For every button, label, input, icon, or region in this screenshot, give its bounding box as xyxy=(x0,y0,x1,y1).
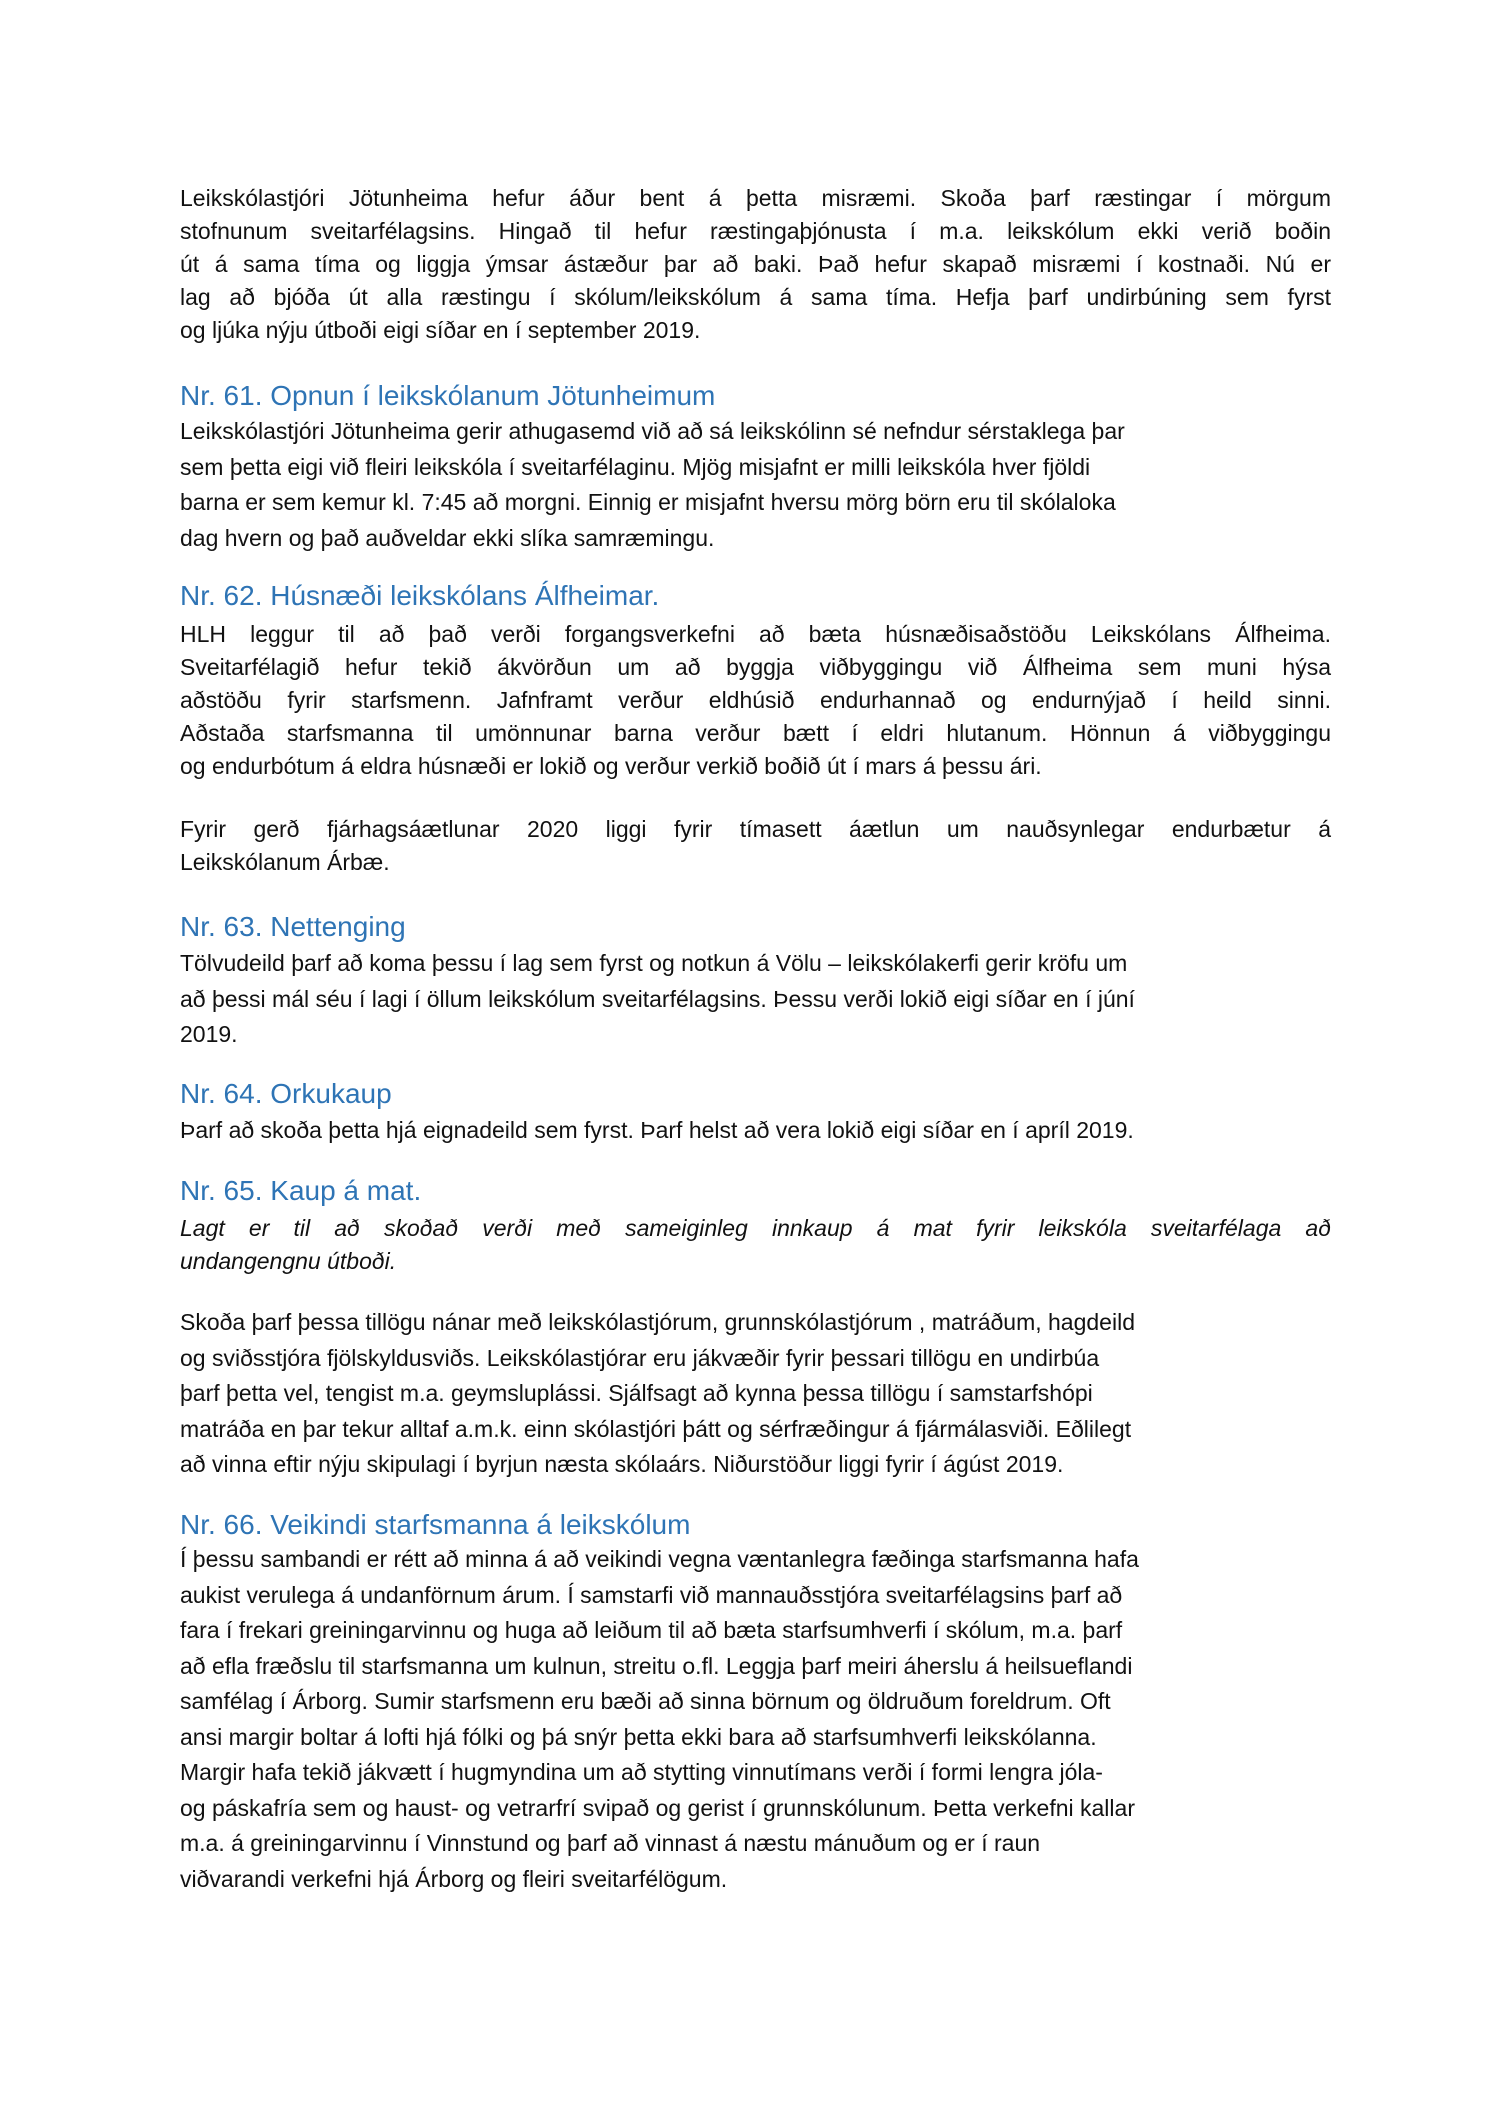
text-line: ansi margir boltar á lofti hjá fólki og þá snýr þetta ekki bara að starfsumhverfi leikskólanna. xyxy=(180,1723,1097,1750)
text-line: lag að bjóða út alla ræstingu í skólum/leikskólum á sama tíma. Hefja þarf undirbúning sem fyrst xyxy=(180,284,1331,310)
text-line: dag hvern og það auðveldar ekki slíka samræmingu. xyxy=(180,524,715,551)
text-line: Fyrir gerð fjárhagsáætlunar 2020 liggi fyrir tímasett áætlun um nauðsynlegar endurbætur á xyxy=(180,816,1331,842)
text-line: Aðstaða starfsmanna til umönnunar barna verður bætt í eldri hlutanum. Hönnun á viðbyggingu xyxy=(180,720,1331,746)
text-line: þarf þetta vel, tengist m.a. geymsluplássi. Sjálfsagt að kynna þessa tillögu í samstarfshópi xyxy=(180,1380,1093,1406)
text-line: stofnunum sveitarfélagsins. Hingað til hefur ræstingaþjónusta í m.a. leikskólum ekki verið boðin xyxy=(180,218,1331,244)
paragraph-nr-65-response xyxy=(180,1305,1331,1483)
text-line: út á sama tíma og liggja ýmsar ástæður þar að baki. Það hefur skapað misræmi í kostnaði. Nú er xyxy=(180,251,1331,277)
text-line: og ljúka nýju útboði eigi síðar en í september 2019. xyxy=(180,317,701,343)
text-line: og endurbótum á eldra húsnæði er lokið og verður verkið boðið út í mars á þessu ári. xyxy=(180,753,1042,779)
text-line: Sveitarfélagið hefur tekið ákvörðun um að byggja viðbyggingu við Álfheima sem muni hýsa xyxy=(180,654,1331,680)
heading-nr-63: Nr. 63. Nettenging xyxy=(180,911,406,942)
text-line: undangengnu útboði. xyxy=(180,1247,397,1274)
heading-nr-61: Nr. 61. Opnun í leikskólanum Jötunheimum xyxy=(180,380,716,411)
text-line: viðvarandi verkefni hjá Árborg og fleiri sveitarfélögum. xyxy=(180,1865,728,1892)
text-line: samfélag í Árborg. Sumir starfsmenn eru bæði að sinna börnum og öldruðum foreldrum. Oft xyxy=(180,1688,1111,1714)
paragraph-nr-63 xyxy=(180,946,1331,1053)
text-line: Leikskólastjóri Jötunheima gerir athugasemd við að sá leikskólinn sé nefndur sérstaklega þar xyxy=(180,418,1125,444)
text-line: fara í frekari greiningarvinnu og huga að leiðum til að bæta starfsumhverfi í skólum, m.a. þarf xyxy=(180,1617,1123,1643)
paragraph-nr-62-budget xyxy=(180,813,1331,879)
text-line: 2019. xyxy=(180,1021,238,1047)
heading-nr-64: Nr. 64. Orkukaup xyxy=(180,1078,392,1109)
text-line: barna er sem kemur kl. 7:45 að morgni. Einnig er misjafnt hversu mörg börn eru til skólaloka xyxy=(180,489,1116,515)
text-line: Þarf að skoða þetta hjá eignadeild sem fyrst. Þarf helst að vera lokið eigi síðar en í apríl 2019. xyxy=(180,1117,1134,1143)
text-line: og páskafría sem og haust- og vetrarfrí svipað og gerist í grunnskólunum. Þetta verkefni kallar xyxy=(180,1794,1135,1821)
text-line: Margir hafa tekið jákvætt í hugmyndina um að stytting vinnutímans verði í formi lengra jóla- xyxy=(180,1759,1103,1785)
heading-nr-62: Nr. 62. Húsnæði leikskólans Álfheimar. xyxy=(180,580,660,611)
text-line: að þessi mál séu í lagi í öllum leikskólum sveitarfélagsins. Þessu verði lokið eigi síðar en í júní xyxy=(180,985,1135,1012)
text-line: aukist verulega á undanförnum árum. Í samstarfi við mannauðsstjóra sveitarfélagsins þarf að xyxy=(180,1581,1123,1608)
text-line: og sviðsstjóra fjölskyldusviðs. Leikskólastjórar eru jákvæðir fyrir þessari tillögu en undirbúa xyxy=(180,1344,1100,1371)
heading-nr-65: Nr. 65. Kaup á mat. xyxy=(180,1175,422,1206)
text-line: að efla fræðslu til starfsmanna um kulnun, streitu o.fl. Leggja þarf meiri áherslu á heilsueflandi xyxy=(180,1652,1133,1679)
paragraph-nr-66 xyxy=(180,1542,1331,1897)
text-line: m.a. á greiningarvinnu í Vinnstund og þarf að vinnast á næstu mánuðum og er í raun xyxy=(180,1830,1041,1856)
text-line: Tölvudeild þarf að koma þessu í lag sem fyrst og notkun á Völu – leikskólakerfi gerir kröfu um xyxy=(180,950,1128,976)
paragraph-nr-64 xyxy=(180,1113,1331,1149)
text-line: Leikskólastjóri Jötunheima hefur áður bent á þetta misræmi. Skoða þarf ræstingar í mörgum xyxy=(180,185,1331,211)
paragraph-nr-62 xyxy=(180,618,1331,783)
text-line: aðstöðu fyrir starfsmenn. Jafnframt verður eldhúsið endurhannað og endurnýjað í heild sinni. xyxy=(180,687,1331,713)
text-line: að vinna eftir nýju skipulagi í byrjun næsta skólaárs. Niðurstöður liggi fyrir í ágúst 2019. xyxy=(180,1451,1064,1477)
paragraph-nr-65-proposal xyxy=(180,1212,1331,1277)
text-line: Lagt er til að skoðað verði með sameiginleg innkaup á mat fyrir leikskóla sveitarfélaga að xyxy=(180,1215,1331,1241)
text-line: matráða en þar tekur alltaf a.m.k. einn skólastjóri þátt og sérfræðingur á fjármálasviði. Eðlilegt xyxy=(180,1415,1132,1442)
text-line: Í þessu sambandi er rétt að minna á að veikindi vegna væntanlegra fæðinga starfsmanna hafa xyxy=(180,1546,1139,1572)
text-line: Skoða þarf þessa tillögu nánar með leikskólastjórum, grunnskólastjórum , matráðum, hagdeild xyxy=(180,1309,1135,1335)
text-line: sem þetta eigi við fleiri leikskóla í sveitarfélaginu. Mjög misjafnt er milli leikskóla hver fjöldi xyxy=(180,453,1091,480)
intro-paragraph xyxy=(180,182,1331,347)
paragraph-nr-61 xyxy=(180,414,1331,556)
text-line: Leikskólanum Árbæ. xyxy=(180,849,390,875)
heading-nr-66: Nr. 66. Veikindi starfsmanna á leikskólum xyxy=(180,1509,691,1540)
text-line: HLH leggur til að það verði forgangsverkefni að bæta húsnæðisaðstöðu Leikskólans Álfheima. xyxy=(180,621,1331,647)
